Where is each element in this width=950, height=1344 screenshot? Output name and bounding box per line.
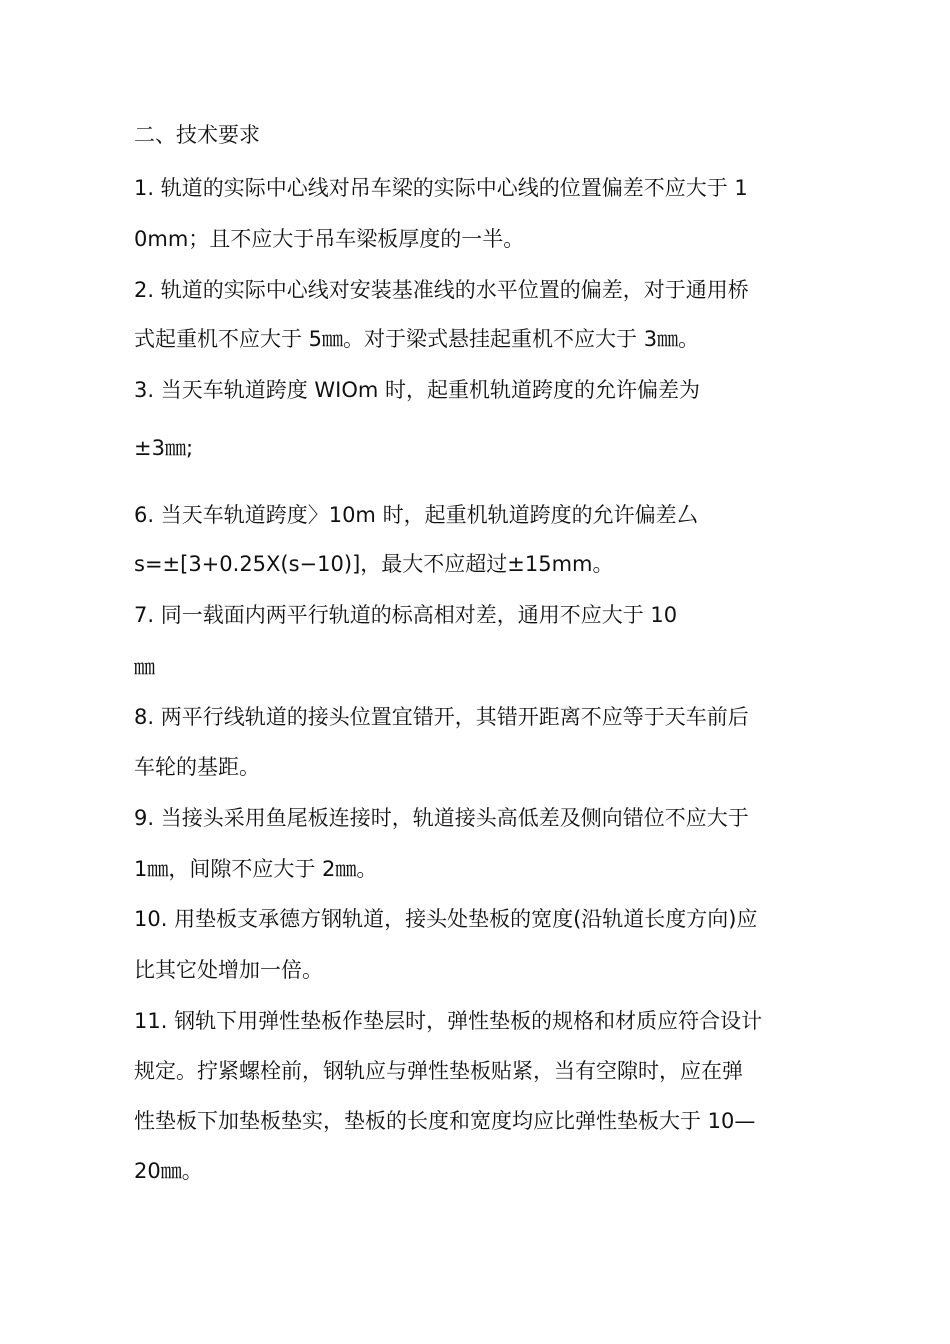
item-10-line-2: 比其它处增加一倍。	[134, 958, 323, 982]
section-heading: 二、技术要求	[134, 123, 260, 147]
item-8-line-2: 车轮的基距。	[134, 755, 260, 779]
item-9-line-1: 9. 当接头采用鱼尾板连接时，轨道接头高低差及侧向错位不应大于	[134, 806, 749, 830]
item-9-line-2: 1㎜，间隙不应大于 2㎜。	[134, 857, 378, 881]
item-11-line-2: 规定。拧紧螺栓前，钢轨应与弹性垫板贴紧，当有空隙时，应在弹	[134, 1059, 743, 1083]
item-10-line-1: 10. 用垫板支承德方钢轨道，接头处垫板的宽度(沿轨道长度方向)应	[134, 907, 758, 931]
item-3-line-1: 3. 当天车轨道跨度 WIOm 时，起重机轨道跨度的允许偏差为	[134, 378, 701, 402]
item-6-line-1: 6. 当天车轨道跨度〉10m 时，起重机轨道跨度的允许偏差厶	[134, 503, 698, 527]
item-11-line-4: 20㎜。	[134, 1159, 203, 1183]
item-8-line-1: 8. 两平行线轨道的接头位置宜错开，其错开距离不应等于天车前后	[134, 705, 749, 729]
item-11-line-1: 11. 钢轨下用弹性垫板作垫层时，弹性垫板的规格和材质应符合设计	[134, 1009, 763, 1033]
item-11-line-3: 性垫板下加垫板垫实，垫板的长度和宽度均应比弹性垫板大于 10—	[134, 1109, 756, 1133]
item-2-line-1: 2. 轨道的实际中心线对安装基准线的水平位置的偏差，对于通用桥	[134, 278, 749, 302]
item-7-line-1: 7. 同一载面内两平行轨道的标高相对差，通用不应大于 10	[134, 603, 678, 627]
item-7-line-2: ㎜	[134, 655, 155, 679]
item-1-line-2: 0mm；且不应大于吊车梁板厚度的一半。	[134, 227, 525, 251]
item-2-line-2: 式起重机不应大于 5㎜。对于梁式悬挂起重机不应大于 3㎜。	[134, 327, 700, 351]
item-3-line-2: ±3㎜;	[134, 436, 194, 460]
item-1-line-1: 1. 轨道的实际中心线对吊车梁的实际中心线的位置偏差不应大于 1	[134, 176, 748, 200]
item-6-line-2: s=±[3+0.25X(s−10)]，最大不应超过±15mm。	[134, 552, 614, 576]
